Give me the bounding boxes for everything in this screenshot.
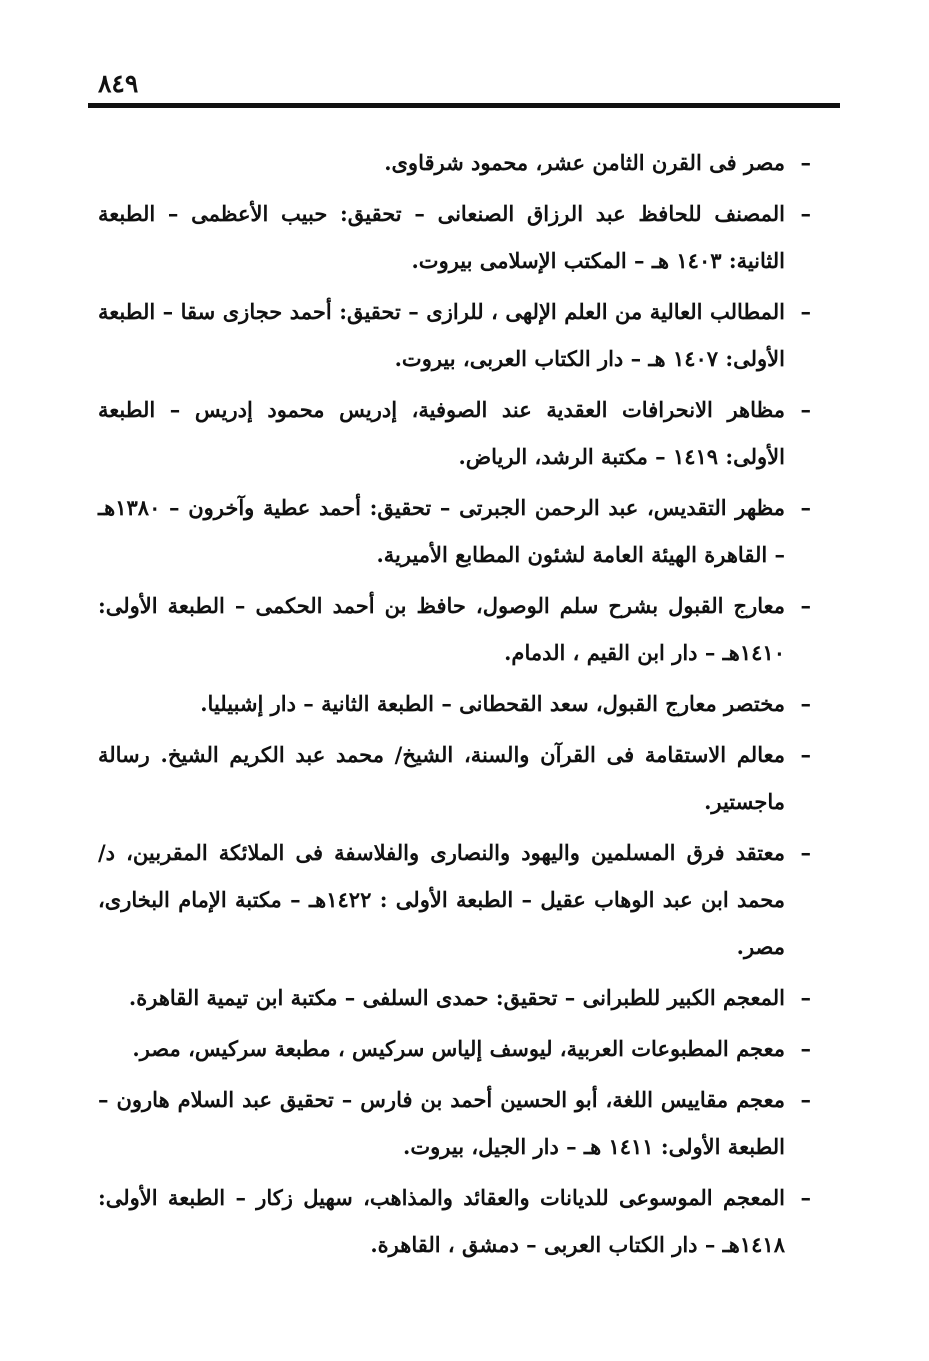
bibliography-entry	[98, 1025, 811, 1072]
entry-dash: –	[800, 691, 811, 716]
bibliography-entry	[98, 139, 811, 186]
entry-dash: –	[800, 593, 811, 618]
entry-dash: –	[800, 840, 811, 865]
entry-dash: –	[800, 1036, 811, 1061]
entry-text: معجم المطبوعات العربية، ليوسف إلياس سركيس ، مطبعة سركيس، مصر.	[132, 1036, 785, 1061]
entry-text: المعجم الموسوعى للديانات والعقائد والمذاهب، سهيل زكار – الطبعة الأولى: ١٤١٨هـ – دار الكتاب العربى – دمشق ، القاهرة.	[98, 1185, 785, 1257]
bibliography-entry	[98, 484, 811, 578]
bibliography-entry	[98, 731, 811, 825]
entry-dash: –	[800, 150, 811, 175]
entry-dash: –	[800, 201, 811, 226]
entry-dash: –	[800, 495, 811, 520]
entry-text: المطالب العالية من العلم الإلهى ، للرازى – تحقيق: أحمد حجازى سقا – الطبعة الأولى: ١٤٠٧ هـ – دار الكتاب العربى، بيروت.	[98, 299, 785, 371]
bibliography-entry	[98, 1076, 811, 1170]
entry-dash: –	[800, 1087, 811, 1112]
entry-text: معجم مقاييس اللغة، أبو الحسين أحمد بن فارس – تحقيق عبد السلام هارون – الطبعة الأولى: ١٤١١ هـ – دار الجيل، بيروت.	[98, 1087, 785, 1159]
entry-text: مظهر التقديس، عبد الرحمن الجبرتى – تحقيق: أحمد عطية وآخرون – ١٣٨٠هـ – القاهرة الهيئة العامة لشئون المطابع الأميرية.	[98, 495, 785, 567]
entry-text: مختصر معارج القبول، سعد القحطانى – الطبعة الثانية – دار إشبيليا.	[200, 691, 785, 716]
bibliography-entry	[98, 386, 811, 480]
entry-text: معارج القبول بشرح سلم الوصول، حافظ بن أحمد الحكمى – الطبعة الأولى: ١٤١٠هـ – دار ابن القيم ، الدمام.	[98, 593, 785, 665]
bibliography-entry	[98, 829, 811, 970]
entry-dash: –	[800, 742, 811, 767]
header-rule	[88, 103, 840, 108]
entry-dash: –	[800, 299, 811, 324]
entry-dash: –	[800, 1185, 811, 1210]
bibliography-entry	[98, 288, 811, 382]
entry-text: معالم الاستقامة فى القرآن والسنة، الشيخ/ محمد عبد الكريم الشيخ. رسالة ماجستير.	[98, 742, 785, 814]
entry-text: مصر فى القرن الثامن عشر، محمود شرقاوى.	[384, 150, 785, 175]
entry-dash: –	[800, 985, 811, 1010]
entry-text: المعجم الكبير للطبرانى – تحقيق: حمدى السلفى – مكتبة ابن تيمية القاهرة.	[128, 985, 785, 1010]
bibliography-list	[98, 139, 811, 1272]
entry-text: معتقد فرق المسلمين واليهود والنصارى والفلاسفة فى الملائكة المقربين، د/ محمد ابن عبد الوهاب عقيل – الطبعة الأولى : ١٤٢٢هـ – مكتبة الإمام البخارى، مصر.	[98, 840, 785, 959]
entry-text: مظاهر الانحرافات العقدية عند الصوفية، إدريس محمود إدريس – الطبعة الأولى: ١٤١٩ – مكتبة الرشد، الرياض.	[98, 397, 785, 469]
bibliography-entry	[98, 974, 811, 1021]
bibliography-entry	[98, 190, 811, 284]
bibliography-entry	[98, 582, 811, 676]
entry-text: المصنف للحافظ عبد الرزاق الصنعانى – تحقيق: حبيب الأعظمى – الطبعة الثانية: ١٤٠٣ هـ – المكتب الإسلامى بيروت.	[98, 201, 785, 273]
page-number: ٨٤٩	[98, 69, 139, 98]
entry-dash: –	[800, 397, 811, 422]
bibliography-entry	[98, 1174, 811, 1268]
bibliography-entry	[98, 680, 811, 727]
